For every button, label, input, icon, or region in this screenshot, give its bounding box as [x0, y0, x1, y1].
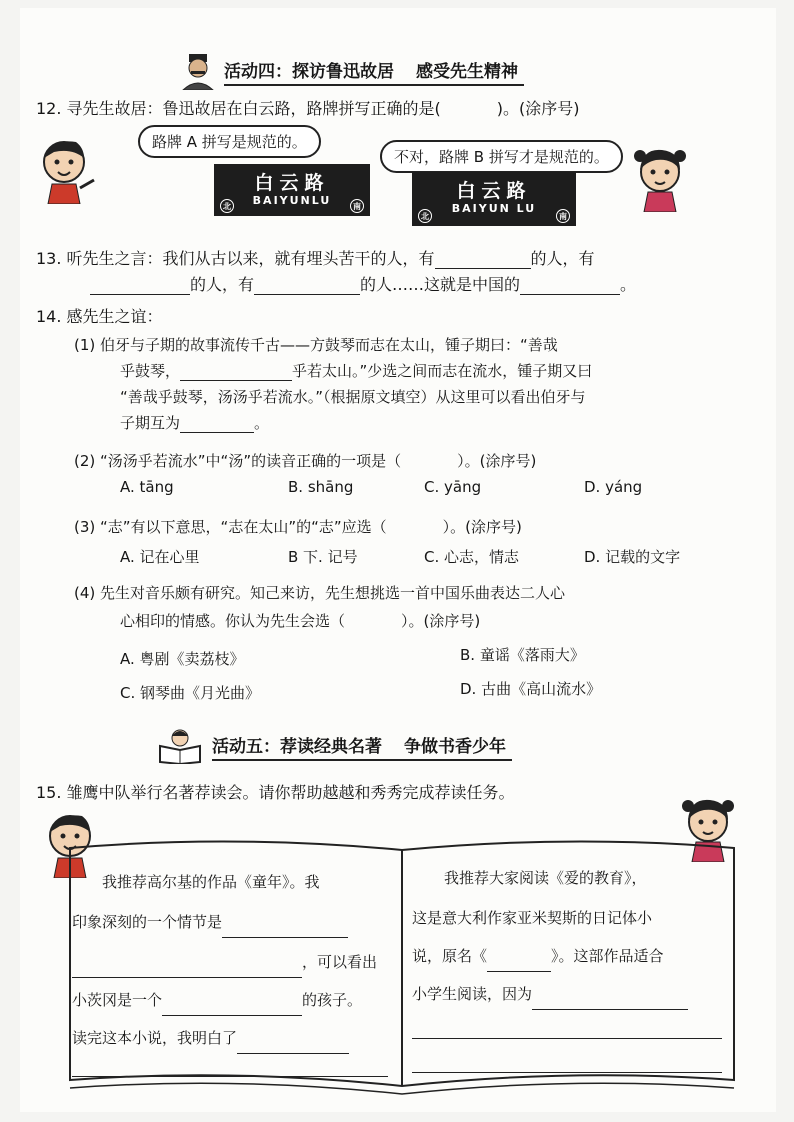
activity-four-title: 活动四：探访鲁迅故居 感受先生精神 [224, 57, 524, 86]
right-page-line-2: 这是意大利作家亚米契斯的日记体小 [412, 909, 653, 927]
right-page-line-1: 我推荐大家阅读《爱的教育》， [444, 869, 647, 887]
q14-sub4-line1: (4) 先生对音乐颇有研究。知己来访，先生想挑选一首中国乐曲表达二人心 [74, 584, 566, 602]
q14-sub2-option-c[interactable]: C. yāng [424, 478, 482, 496]
q14-sub2: (2) “汤汤乎若流水”中“汤”的读音正确的一项是（ ）。(涂序号) [74, 452, 537, 470]
question-13-line-2: 的人，有 的人……这就是中国的 。 [90, 272, 636, 295]
q14-sub2-option-d[interactable]: D. yáng [584, 478, 643, 496]
boy-speech-bubble: 路牌 A 拼写是规范的。 [138, 125, 321, 158]
left-page-blank-line[interactable] [72, 1076, 388, 1077]
q14-sub3-option-c[interactable]: C. 心志，情志 [424, 548, 520, 566]
q14-sub3-option-b[interactable]: B 下. 记号 [288, 548, 358, 566]
question-13-line-1: 13. 听先生之言：我们从古以来，就有埋头苦干的人，有 的人，有 [36, 249, 595, 268]
left-page-line-4: 小茨冈是一个 的孩子。 [72, 984, 362, 1016]
q14-sub1-line2: 乎鼓琴， 乎若太山。”少选之间而志在流水，锺子期又曰 [120, 362, 593, 380]
street-sign-a: 白云路 BAIYUNLU 北 南 [214, 164, 370, 216]
q14-sub4-line2: 心相印的情感。你认为先生会选（ ）。(涂序号) [120, 612, 481, 630]
activity-four-header [180, 52, 524, 90]
right-page-blank-line-1[interactable] [412, 1038, 722, 1039]
question-14-title: 14. 感先生之谊： [36, 307, 163, 326]
girl-character-icon [626, 142, 694, 212]
q14-sub4-option-d[interactable]: D. 古曲《高山流水》 [460, 680, 602, 698]
q14-sub4-option-a[interactable]: A. 粤剧《卖荔枝》 [120, 650, 245, 668]
q14-sub2-option-a[interactable]: A. tāng [120, 478, 174, 496]
activity-five-header [156, 728, 512, 764]
boy-character-icon [32, 134, 102, 204]
right-page-line-3: 说，原名《 》。这部作品适合 [412, 940, 664, 972]
girl-speech-bubble: 不对，路牌 B 拼写才是规范的。 [380, 140, 623, 173]
q14-sub2-option-b[interactable]: B. shāng [288, 478, 354, 496]
q14-sub1-line4: 子期互为 。 [120, 414, 270, 432]
left-page-line-3: ，可以看出 [72, 946, 377, 978]
left-page-line-2: 印象深刻的一个情节是 [72, 906, 348, 938]
right-page-line-4: 小学生阅读，因为 [412, 978, 688, 1010]
lu-xun-portrait-icon [180, 52, 216, 90]
q14-sub1-line1: (1) 伯牙与子期的故事流传千古——方鼓琴而志在太山，锺子期曰：“善哉 [74, 336, 558, 354]
q14-sub3: (3) “志”有以下意思，“志在太山”的“志”应选（ ）。(涂序号) [74, 518, 522, 536]
left-page-line-1: 我推荐高尔基的作品《童年》。我 [102, 873, 320, 891]
right-page-blank-line-2[interactable] [412, 1072, 722, 1073]
left-page-line-5: 读完这本小说，我明白了 [72, 1022, 349, 1054]
reading-child-icon [156, 728, 204, 764]
activity-five-title: 活动五：荐读经典名著 争做书香少年 [212, 732, 512, 761]
worksheet-page [20, 8, 776, 1112]
q14-sub1-line3: “善哉乎鼓琴，汤汤乎若流水。”（根据原文填空）从这里可以看出伯牙与 [120, 388, 586, 406]
street-sign-b: 白云路 BAIYUN LU 北 南 [412, 172, 576, 226]
q14-sub4-option-b[interactable]: B. 童谣《落雨大》 [460, 646, 585, 664]
q14-sub4-option-c[interactable]: C. 钢琴曲《月光曲》 [120, 684, 261, 702]
q14-sub3-option-a[interactable]: A. 记在心里 [120, 548, 200, 566]
q14-sub3-option-d[interactable]: D. 记载的文字 [584, 548, 681, 566]
question-15: 15. 雏鹰中队举行名著荐读会。请你帮助越越和秀秀完成荐读任务。 [36, 783, 515, 802]
question-12: 12. 寻先生故居：鲁迅故居在白云路，路牌拼写正确的是( )。(涂序号) [36, 99, 580, 118]
